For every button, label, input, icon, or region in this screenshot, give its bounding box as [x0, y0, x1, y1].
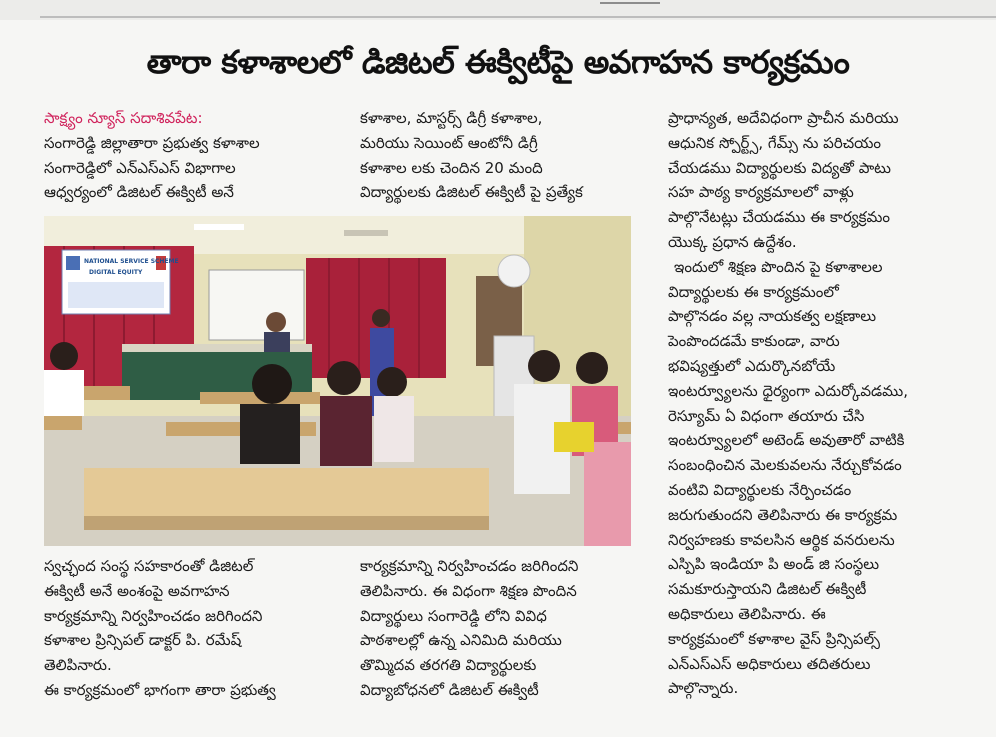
paragraph-line: కార్యక్రమంలో కళాశాల వైస్ ప్రిన్సిపల్స్ [668, 629, 880, 648]
paragraph-line: స్వచ్ఛంద సంస్థ సహకారంతో డిజిటల్ [44, 557, 254, 575]
paragraph-line: సమకూరుస్తాయని డిజిటల్ ఈక్విటీ [668, 580, 867, 599]
paragraph-line: కళాశాల, మాస్టర్స్ డిగ్రీ కళాశాల, [360, 109, 543, 127]
paragraph-line: సంగారెడ్డి జిల్లాతారా ప్రభుత్వ కళాశాల [44, 133, 260, 152]
paragraph-line: నిర్వహణకు కావలసిన ఆర్థిక వనరులను [668, 530, 895, 549]
paragraph-line: సహ పాఠ్య కార్యక్రమాలలో వాళ్లు [668, 183, 854, 202]
divider-line [40, 16, 996, 18]
paragraph-line: కార్యక్రమాన్ని నిర్వహించడం జరిగిందని [360, 557, 579, 575]
paragraph-line: ఆధునిక స్పోర్ట్స్, గేమ్స్ ను పరిచయం [668, 133, 882, 152]
paragraph-line: ఇందులో శిక్షణ పొందిన పై కళాశాలల [674, 257, 883, 276]
paragraph-line: కళాశాల ప్రిన్సిపల్ డాక్టర్ పి. రమేష్ [44, 631, 242, 650]
paragraph-line: సంబంధించిన మెలకువలను నేర్చుకోవడం [668, 456, 902, 475]
banner-title: NATIONAL SERVICE SCHEME [84, 258, 179, 265]
paragraph-line: పాల్గొనడం వల్ల నాయకత్వ లక్షణాలు [668, 307, 877, 326]
paragraph-line: కళాశాల లకు చెందిన 20 మంది [360, 158, 543, 177]
column-2-bottom [360, 554, 650, 703]
paragraph-line: వంటివి విద్యార్థులకు నేర్పించడం [668, 480, 852, 499]
paragraph-line: పాల్గొన్నారు. [668, 679, 739, 698]
paragraph-line: సంగారెడ్డిలో ఎన్ఎస్ఎస్ విభాగాల [44, 158, 236, 177]
paragraph-line: యొక్క ప్రధాన ఉద్దేశం. [668, 232, 797, 251]
paragraph-line: తొమ్మిదవ తరగతి విద్యార్థులకు [360, 656, 537, 675]
top-rule [0, 0, 996, 20]
paragraph-line: విద్యార్థులు సంగారెడ్డి లోని వివిధ [360, 606, 547, 625]
paragraph-line: ఎన్ఎస్ఎస్ అధికారులు తదితరులు [668, 654, 871, 673]
paragraph-line: ఇంటర్వ్యూలలో అటెండ్ అవుతారో వాటికి [668, 431, 905, 450]
paragraph-line: తెలిపినారు. ఈ విధంగా శిక్షణ పొందిన [360, 581, 577, 600]
paragraph-line: విద్యార్థులకు ఈ కార్యక్రమంలో [668, 282, 839, 301]
paragraph-line: ప్రాధాన్యత, అదేవిధంగా ప్రాచీన మరియు [668, 109, 899, 127]
column-1-top [44, 106, 344, 205]
headline: తారా కళాశాలలో డిజిటల్ ఈక్విటీపై అవగాహన కార్యక్రమం [146, 43, 850, 81]
paragraph-line: పాఠశాలల్లో ఉన్న ఎనిమిది మరియు [360, 631, 562, 650]
paragraph-line: ఎస్పిపి ఇండియా పి అండ్ జి సంస్థలు [668, 555, 880, 574]
paragraph-line: కార్యక్రమాన్ని నిర్వహించడం జరిగిందని [44, 606, 263, 625]
header-ornament [600, 2, 660, 10]
column-1-bottom [44, 554, 344, 703]
paragraph-line: ఈక్విటీ అనే అంశంపై అవగాహన [44, 581, 230, 600]
paragraph-line: ఇంటర్వ్యూలను ధైర్యంగా ఎదుర్కోవడము, [668, 381, 908, 400]
paragraph-line: భవిష్యత్తులో ఎదుర్కొనబోయే [668, 356, 836, 375]
paragraph-line: ఈ కార్యక్రమంలో భాగంగా తారా ప్రభుత్వ [44, 680, 276, 699]
paragraph-line: జరుగుతుందని తెలిపినారు ఈ కార్యక్రమ [668, 505, 898, 524]
dateline: సాక్ష్యం న్యూస్ సదాశివపేట: [44, 109, 203, 127]
paragraph-line: విద్యార్థులకు డిజిటల్ ఈక్విటీ పై ప్రత్యేక [360, 183, 583, 202]
paragraph-line: అధికారులు తెలిపినారు. ఈ [668, 604, 826, 623]
paragraph-line: పెంపొందడమే కాకుండా, వారు [668, 332, 840, 351]
nss-banner [62, 250, 179, 314]
banner-subtitle: DIGITAL EQUITY [89, 269, 143, 276]
paragraph-line: మరియు సెయింట్ ఆంటోనీ డిగ్రీ [360, 133, 538, 152]
paragraph-line: రెస్యూమ్ ఏ విధంగా తయారు చేసి [668, 406, 865, 425]
event-photo [44, 216, 631, 546]
paragraph-line: తెలిపినారు. [44, 656, 112, 675]
column-2-top [360, 106, 650, 205]
paragraph-line: ఆధ్వర్యంలో డిజిటల్ ఈక్విటీ అనే [44, 183, 234, 202]
column-3 [668, 106, 968, 701]
paragraph-line: చేయడము విద్యార్థులకు విద్యతో పాటు [668, 158, 891, 177]
paragraph-line: విద్యాబోధనలో డిజిటల్ ఈక్విటీ [360, 680, 539, 699]
paragraph-line: పాల్గొనేటట్లు చేయడము ఈ కార్యక్రమం [668, 208, 890, 227]
